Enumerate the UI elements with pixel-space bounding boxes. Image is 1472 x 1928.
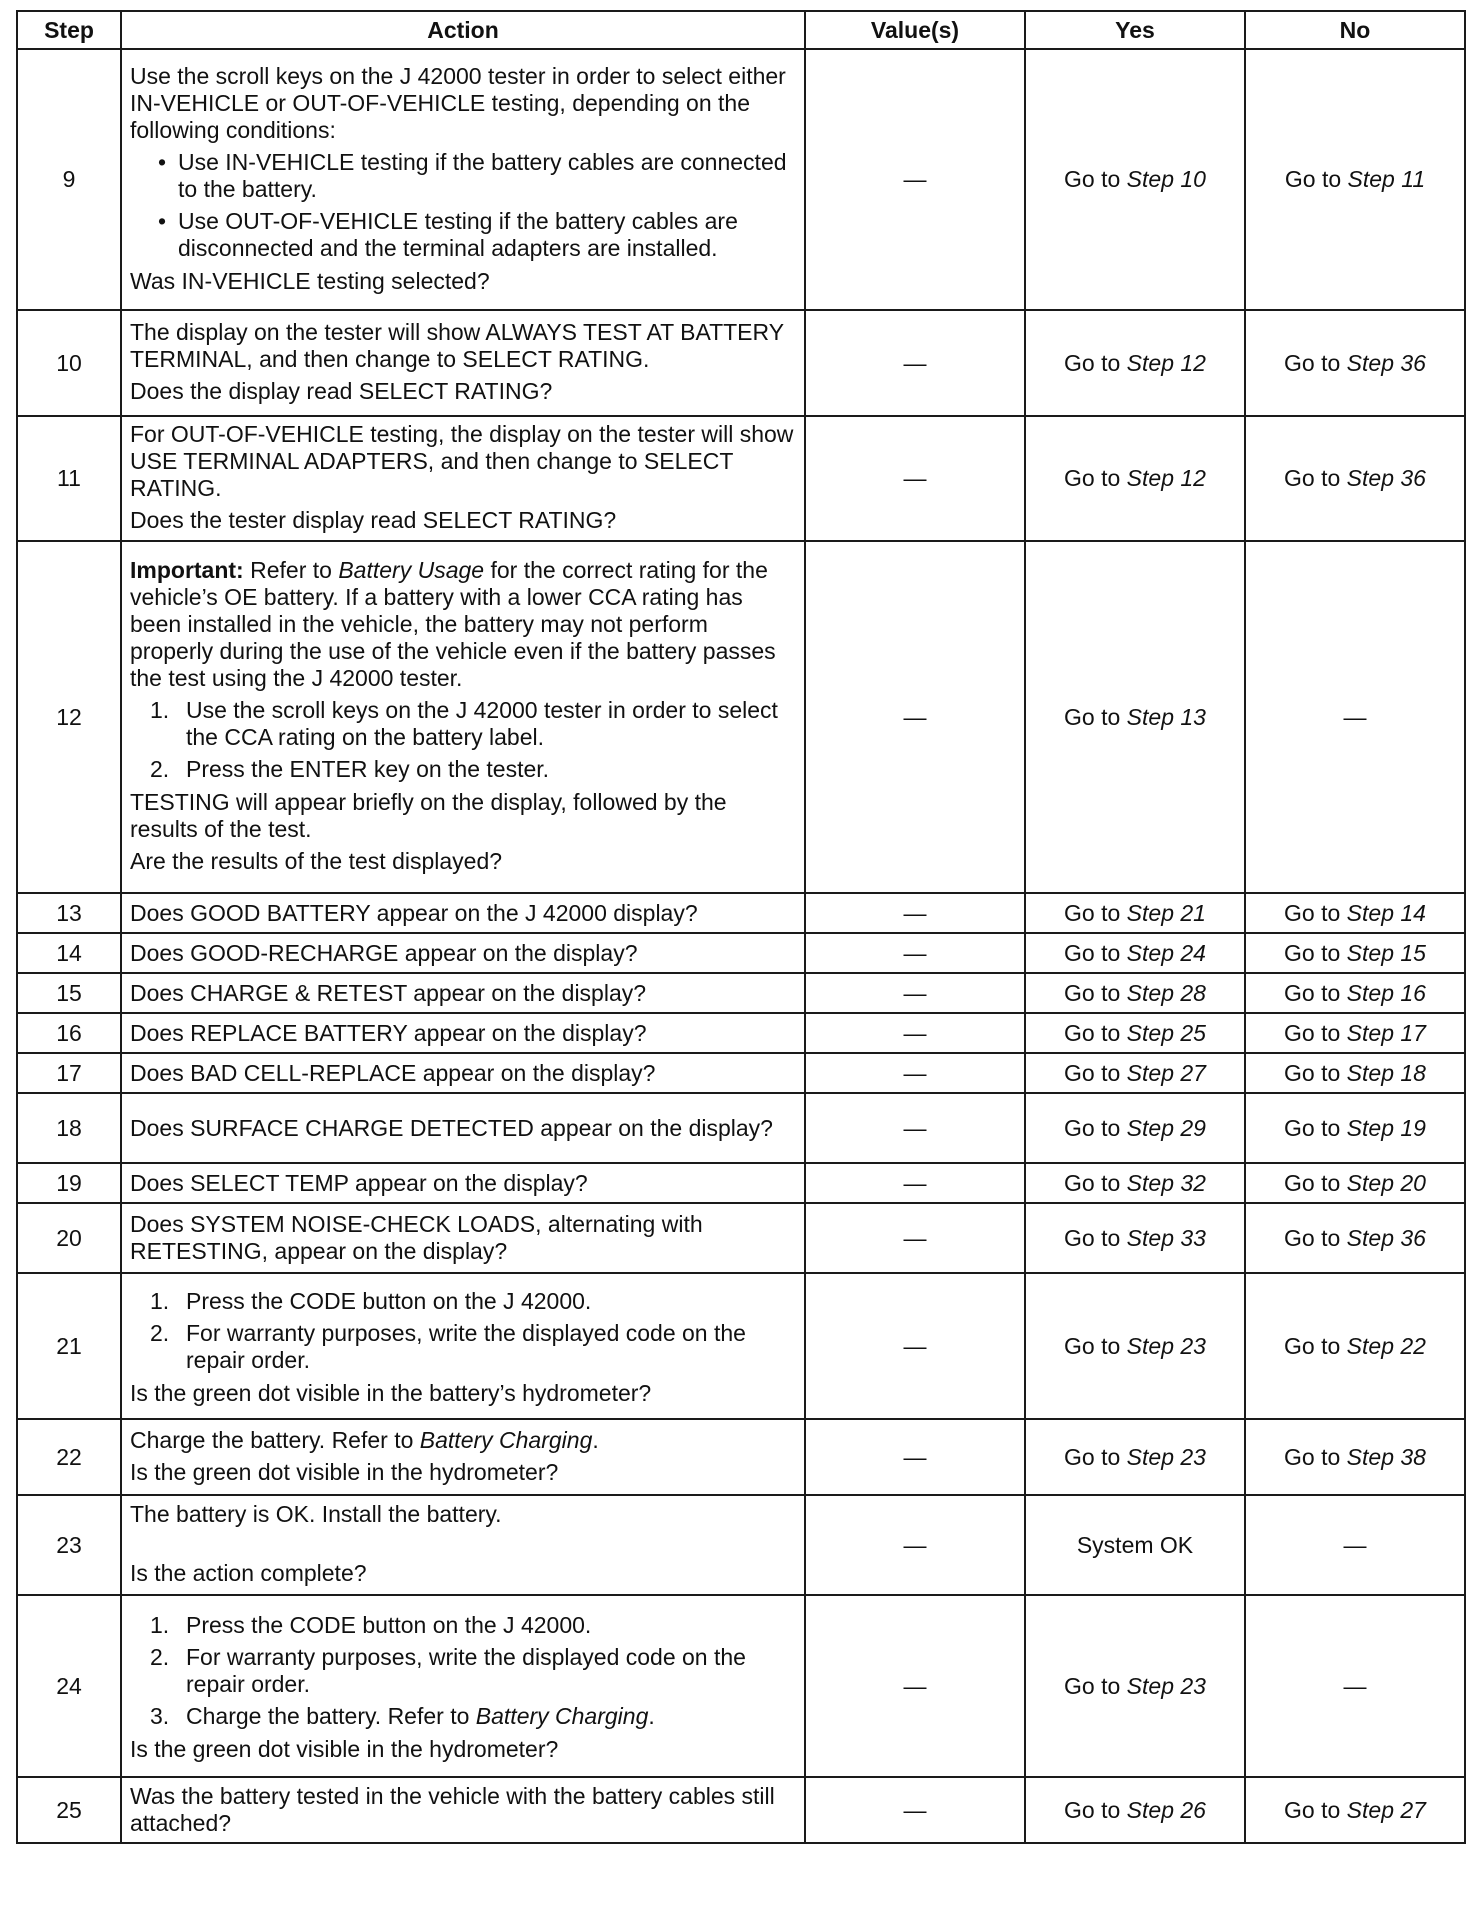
table-row [17, 1495, 1465, 1595]
action-cell [121, 1419, 805, 1495]
action-question: Does the display read SELECT RATING? [130, 378, 553, 404]
action-cell: Does SELECT TEMP appear on the display? [121, 1163, 805, 1203]
step-number: 20 [17, 1203, 121, 1273]
value-cell: — [805, 541, 1025, 893]
step-link[interactable]: Step 38 [1346, 1443, 1426, 1470]
step-number: 14 [17, 933, 121, 973]
yes-cell: Go to Step 24 [1025, 933, 1245, 973]
step-number: 11 [17, 416, 121, 541]
step-number: 13 [17, 893, 121, 933]
action-cell [121, 416, 805, 541]
yes-cell: Go to Step 10 [1025, 49, 1245, 310]
step-link[interactable]: Step 36 [1346, 349, 1426, 376]
action-cell: Does CHARGE & RETEST appear on the display? [121, 973, 805, 1013]
value-cell: — [805, 1203, 1025, 1273]
step-link[interactable]: Step 10 [1126, 166, 1206, 192]
step-link[interactable]: Step 24 [1126, 939, 1206, 966]
list-item: 1. Use the scroll keys on the J 42000 tester in order to select the CCA rating on the battery label. [150, 697, 778, 750]
action-cell: Does REPLACE BATTERY appear on the display? [121, 1013, 805, 1053]
action-cell [121, 1495, 805, 1595]
step-link[interactable]: Step 13 [1126, 703, 1206, 730]
step-link[interactable]: Step 16 [1346, 979, 1426, 1006]
no-cell: Go to Step 20 [1245, 1163, 1465, 1203]
value-cell: — [805, 1777, 1025, 1843]
yes-cell: Go to Step 12 [1025, 310, 1245, 416]
no-cell: Go to Step 19 [1245, 1093, 1465, 1163]
yes-cell: Go to Step 27 [1025, 1053, 1245, 1093]
header-values: Value(s) [805, 11, 1025, 49]
yes-cell: Go to Step 29 [1025, 1093, 1245, 1163]
step-number: 10 [17, 310, 121, 416]
no-cell: — [1245, 541, 1465, 893]
value-cell: — [805, 49, 1025, 310]
no-cell: Go to Step 11 [1245, 49, 1465, 310]
no-cell: — [1245, 1595, 1465, 1777]
action-cell: Does BAD CELL-REPLACE appear on the display? [121, 1053, 805, 1093]
yes-cell: Go to Step 21 [1025, 893, 1245, 933]
yes-cell: Go to Step 23 [1025, 1595, 1245, 1777]
list-item: 2. Press the ENTER key on the tester. [150, 756, 550, 782]
step-number: 23 [17, 1495, 121, 1595]
no-cell: Go to Step 14 [1245, 893, 1465, 933]
step-link[interactable]: Step 33 [1126, 1224, 1206, 1251]
step-number: 19 [17, 1163, 121, 1203]
value-cell: — [805, 416, 1025, 541]
step-link[interactable]: Step 18 [1346, 1059, 1426, 1086]
header-yes: Yes [1025, 11, 1245, 49]
value-cell: — [805, 1013, 1025, 1053]
value-cell: — [805, 1163, 1025, 1203]
step-link[interactable]: Step 26 [1126, 1796, 1206, 1823]
table-row [17, 1419, 1465, 1495]
step-number: 16 [17, 1013, 121, 1053]
value-cell: — [805, 1053, 1025, 1093]
action-cell [121, 310, 805, 416]
no-cell: Go to Step 15 [1245, 933, 1465, 973]
numbered-list [130, 697, 794, 783]
table-row [17, 1273, 1465, 1419]
step-link[interactable]: Step 23 [1126, 1332, 1206, 1359]
list-item: 1. Press the CODE button on the J 42000. [150, 1287, 592, 1314]
list-item: 2. For warranty purposes, write the displayed code on the repair order. [150, 1643, 746, 1697]
table-row [17, 1777, 1465, 1843]
header-action: Action [121, 11, 805, 49]
step-link[interactable]: Step 17 [1346, 1019, 1426, 1046]
no-cell: Go to Step 36 [1245, 416, 1465, 541]
table-row [17, 893, 1465, 933]
value-cell: — [805, 1419, 1025, 1495]
step-link[interactable]: Step 15 [1346, 939, 1426, 966]
step-link[interactable]: Step 29 [1126, 1114, 1206, 1141]
step-link[interactable]: Step 23 [1126, 1672, 1206, 1699]
step-link[interactable]: Step 25 [1126, 1019, 1206, 1046]
yes-cell: Go to Step 33 [1025, 1203, 1245, 1273]
yes-cell: System OK [1025, 1495, 1245, 1595]
step-number: 9 [17, 49, 121, 310]
action-text: Use the scroll keys on the J 42000 tester in order to select either IN-VEHICLE or OUT-OF-VEHICLE testing, depending on the following conditions: [130, 62, 786, 143]
step-link[interactable]: Step 11 [1347, 166, 1426, 192]
no-cell: Go to Step 22 [1245, 1273, 1465, 1419]
value-cell: — [805, 1093, 1025, 1163]
value-cell: — [805, 310, 1025, 416]
action-cell [121, 49, 805, 310]
yes-cell: Go to Step 28 [1025, 973, 1245, 1013]
action-question: Is the green dot visible in the hydrometer? [130, 1458, 559, 1485]
step-link[interactable]: Step 21 [1126, 899, 1206, 926]
action-text: The battery is OK. Install the battery. [130, 1501, 502, 1527]
no-cell: Go to Step 36 [1245, 310, 1465, 416]
table-row [17, 1163, 1465, 1203]
no-cell: — [1245, 1495, 1465, 1595]
action-cell: Does SURFACE CHARGE DETECTED appear on the display? [121, 1093, 805, 1163]
header-no: No [1245, 11, 1465, 49]
action-question: Are the results of the test displayed? [130, 848, 503, 874]
step-number: 24 [17, 1595, 121, 1777]
action-cell: Does GOOD-RECHARGE appear on the display? [121, 933, 805, 973]
step-number: 17 [17, 1053, 121, 1093]
step-number: 22 [17, 1419, 121, 1495]
diagnostic-table [16, 10, 1466, 1844]
bullet-icon: • [158, 207, 167, 234]
step-link[interactable]: Step 28 [1126, 979, 1206, 1006]
value-cell: — [805, 893, 1025, 933]
table-row [17, 1595, 1465, 1777]
value-cell: — [805, 1273, 1025, 1419]
value-cell: — [805, 933, 1025, 973]
table-row [17, 541, 1465, 893]
list-item: • Use OUT-OF-VEHICLE testing if the battery cables are disconnected and the terminal adapters are installed. [158, 207, 738, 261]
table-row [17, 1203, 1465, 1273]
no-cell: Go to Step 36 [1245, 1203, 1465, 1273]
action-question: Is the green dot visible in the hydrometer? [130, 1735, 559, 1762]
step-link[interactable]: Step 36 [1346, 465, 1426, 491]
step-link[interactable]: Step 32 [1126, 1169, 1206, 1196]
table-row [17, 973, 1465, 1013]
action-cell [121, 541, 805, 893]
numbered-list [130, 1288, 794, 1374]
bullet-list [130, 149, 794, 262]
no-cell: Go to Step 18 [1245, 1053, 1465, 1093]
step-number: 15 [17, 973, 121, 1013]
step-link[interactable]: Step 19 [1346, 1114, 1426, 1141]
important-note: Important: Refer to Battery Usage for the correct rating for the vehicle’s OE battery. If a battery with a lower CCA rating has been installed in the vehicle, the battery may not perform properly during the use of the vehicle even if the battery passes the test using the J 42000 tester. [130, 557, 776, 691]
action-question: Is the green dot visible in the battery’s hydrometer? [130, 1379, 652, 1406]
step-number: 18 [17, 1093, 121, 1163]
step-link[interactable]: Step 36 [1346, 1224, 1426, 1251]
value-cell: — [805, 1495, 1025, 1595]
yes-cell: Go to Step 13 [1025, 541, 1245, 893]
action-text: For OUT-OF-VEHICLE testing, the display on the tester will show USE TERMINAL ADAPTERS, and then change to SELECT RATING. [130, 421, 794, 501]
step-number: 25 [17, 1777, 121, 1843]
table-row [17, 933, 1465, 973]
step-link[interactable]: Step 27 [1126, 1059, 1206, 1086]
action-question: Does the tester display read SELECT RATING? [130, 507, 617, 533]
table-row [17, 49, 1465, 310]
action-text: TESTING will appear briefly on the display, followed by the results of the test. [130, 789, 727, 842]
reference-link[interactable]: Battery Usage [338, 557, 485, 583]
no-cell: Go to Step 16 [1245, 973, 1465, 1013]
action-cell [121, 1595, 805, 1777]
action-cell: Was the battery tested in the vehicle with the battery cables still attached? [121, 1777, 805, 1843]
action-question: Is the action complete? [130, 1560, 367, 1586]
reference-link[interactable]: Battery Charging [475, 1702, 649, 1729]
list-item: • Use IN-VEHICLE testing if the battery cables are connected to the battery. [158, 148, 787, 202]
bullet-icon: • [158, 148, 167, 175]
yes-cell: Go to Step 26 [1025, 1777, 1245, 1843]
action-text: Charge the battery. Refer to Battery Charging. [130, 1426, 599, 1453]
numbered-list [130, 1612, 794, 1730]
yes-cell: Go to Step 23 [1025, 1419, 1245, 1495]
action-cell: Does GOOD BATTERY appear on the J 42000 display? [121, 893, 805, 933]
table-row [17, 416, 1465, 541]
table-row [17, 1013, 1465, 1053]
step-link[interactable]: Step 14 [1346, 899, 1426, 926]
step-link[interactable]: Step 27 [1346, 1796, 1426, 1823]
step-link[interactable]: Step 23 [1126, 1443, 1206, 1470]
table-row [17, 310, 1465, 416]
step-number: 12 [17, 541, 121, 893]
value-cell: — [805, 1595, 1025, 1777]
step-link[interactable]: Step 12 [1126, 349, 1206, 376]
table-row [17, 1053, 1465, 1093]
list-item: 1. Press the CODE button on the J 42000. [150, 1611, 592, 1638]
list-item: 2. For warranty purposes, write the displayed code on the repair order. [150, 1319, 746, 1373]
step-link[interactable]: Step 20 [1346, 1169, 1426, 1196]
yes-cell: Go to Step 25 [1025, 1013, 1245, 1053]
no-cell: Go to Step 17 [1245, 1013, 1465, 1053]
no-cell: Go to Step 27 [1245, 1777, 1465, 1843]
header-step: Step [17, 11, 121, 49]
action-cell [121, 1273, 805, 1419]
yes-cell: Go to Step 12 [1025, 416, 1245, 541]
step-number: 21 [17, 1273, 121, 1419]
header-row [17, 11, 1465, 49]
step-link[interactable]: Step 22 [1346, 1332, 1426, 1359]
no-cell: Go to Step 38 [1245, 1419, 1465, 1495]
yes-cell: Go to Step 23 [1025, 1273, 1245, 1419]
list-item: 3. Charge the battery. Refer to Battery Charging. [150, 1702, 655, 1729]
table-row [17, 1093, 1465, 1163]
action-question: Was IN-VEHICLE testing selected? [130, 267, 490, 294]
reference-link[interactable]: Battery Charging [419, 1426, 593, 1453]
action-text: The display on the tester will show ALWAYS TEST AT BATTERY TERMINAL, and then change to SELECT RATING. [130, 319, 784, 372]
value-cell: — [805, 973, 1025, 1013]
yes-cell: Go to Step 32 [1025, 1163, 1245, 1203]
step-link[interactable]: Step 12 [1126, 465, 1206, 491]
action-cell: Does SYSTEM NOISE-CHECK LOADS, alternating with RETESTING, appear on the display? [121, 1203, 805, 1273]
